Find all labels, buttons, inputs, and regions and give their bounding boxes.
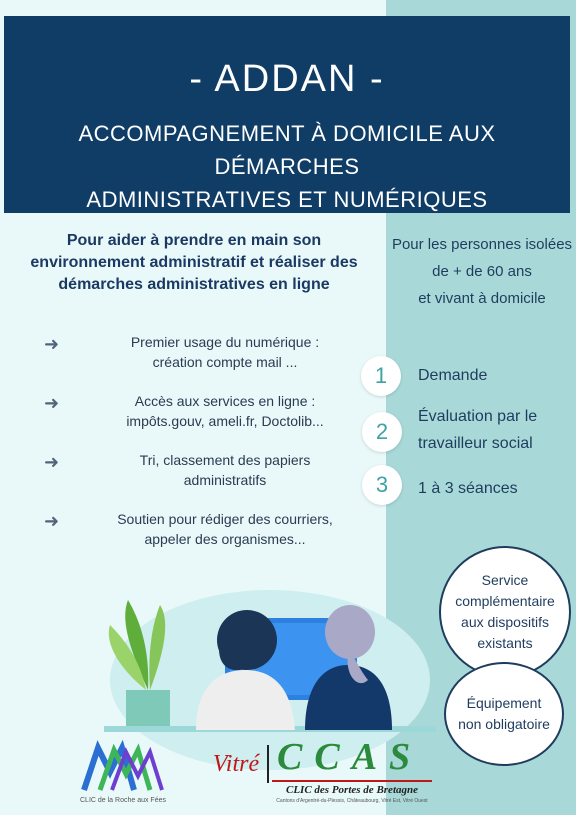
service-line-1: Accès aux services en ligne : xyxy=(134,393,316,409)
step-label-2-line-1: Évaluation par le xyxy=(418,408,538,425)
arrow-icon: ➜ xyxy=(44,393,60,413)
ccas-logo: CCAS xyxy=(277,736,423,778)
bubble-service-line-3: aux dispositifs xyxy=(461,614,549,630)
ccas-divider xyxy=(272,780,432,782)
bubble-equipment-line-2: non obligatoire xyxy=(458,716,550,732)
target-line-2: de + de 60 ans xyxy=(432,263,532,280)
target-line-1: Pour les personnes isolées xyxy=(391,236,573,253)
step-number-2: 2 xyxy=(362,412,402,452)
arrow-icon: ➜ xyxy=(44,511,60,531)
intro-line-1: Pour aider à prendre en main son xyxy=(66,232,322,249)
step-label-1: Demande xyxy=(418,367,488,384)
bubble-service-line-1: Service xyxy=(481,572,529,588)
step-label-2-line-2: travailleur social xyxy=(418,435,533,452)
service-line-1: Tri, classement des papiers xyxy=(139,452,311,468)
bubble-equipment-line-1: Équipement xyxy=(466,695,542,711)
bubble-service-line-2: complémentaire xyxy=(455,593,555,609)
subtitle-line-1: ACCOMPAGNEMENT À DOMICILE AUX DÉMARCHES xyxy=(78,121,496,179)
service-line-1: Premier usage du numérique : xyxy=(130,334,320,350)
intro-line-3: démarches administratives en ligne xyxy=(58,276,330,293)
step-number-1: 1 xyxy=(361,356,401,396)
clic-portes-logo-text: CLIC des Portes de Bretagne xyxy=(286,784,418,796)
service-line-2: impôts.gouv, ameli.fr, Doctolib... xyxy=(126,413,324,429)
service-line-2: administratifs xyxy=(183,472,267,488)
service-line-1: Soutien pour rédiger des courriers, xyxy=(117,511,333,527)
target-line-3: et vivant à domicile xyxy=(418,290,546,307)
bubble-service-line-4: existants xyxy=(477,635,533,651)
arrow-icon: ➜ xyxy=(44,452,60,472)
vitre-logo: Vitré xyxy=(205,745,269,783)
clic-portes-cantons-text: Cantons d'Argentré-du-Plessis, Châteaubourg, Vitré Est, Vitré Ouest xyxy=(276,798,428,804)
clic-roche-logo-text: CLIC de la Roche aux Fées xyxy=(80,797,166,804)
step-label-3: 1 à 3 séances xyxy=(418,480,518,497)
subtitle-line-2: ADMINISTRATIVES ET NUMÉRIQUES xyxy=(86,187,488,212)
service-line-2: appeler des organismes... xyxy=(144,531,306,547)
page-title: - ADDAN - xyxy=(189,58,385,100)
step-number-3: 3 xyxy=(362,465,402,505)
service-line-2: création compte mail ... xyxy=(152,354,298,370)
arrow-icon: ➜ xyxy=(44,334,60,354)
intro-line-2: environnement administratif et réaliser des xyxy=(30,254,358,271)
clic-roche-logo xyxy=(84,748,162,790)
